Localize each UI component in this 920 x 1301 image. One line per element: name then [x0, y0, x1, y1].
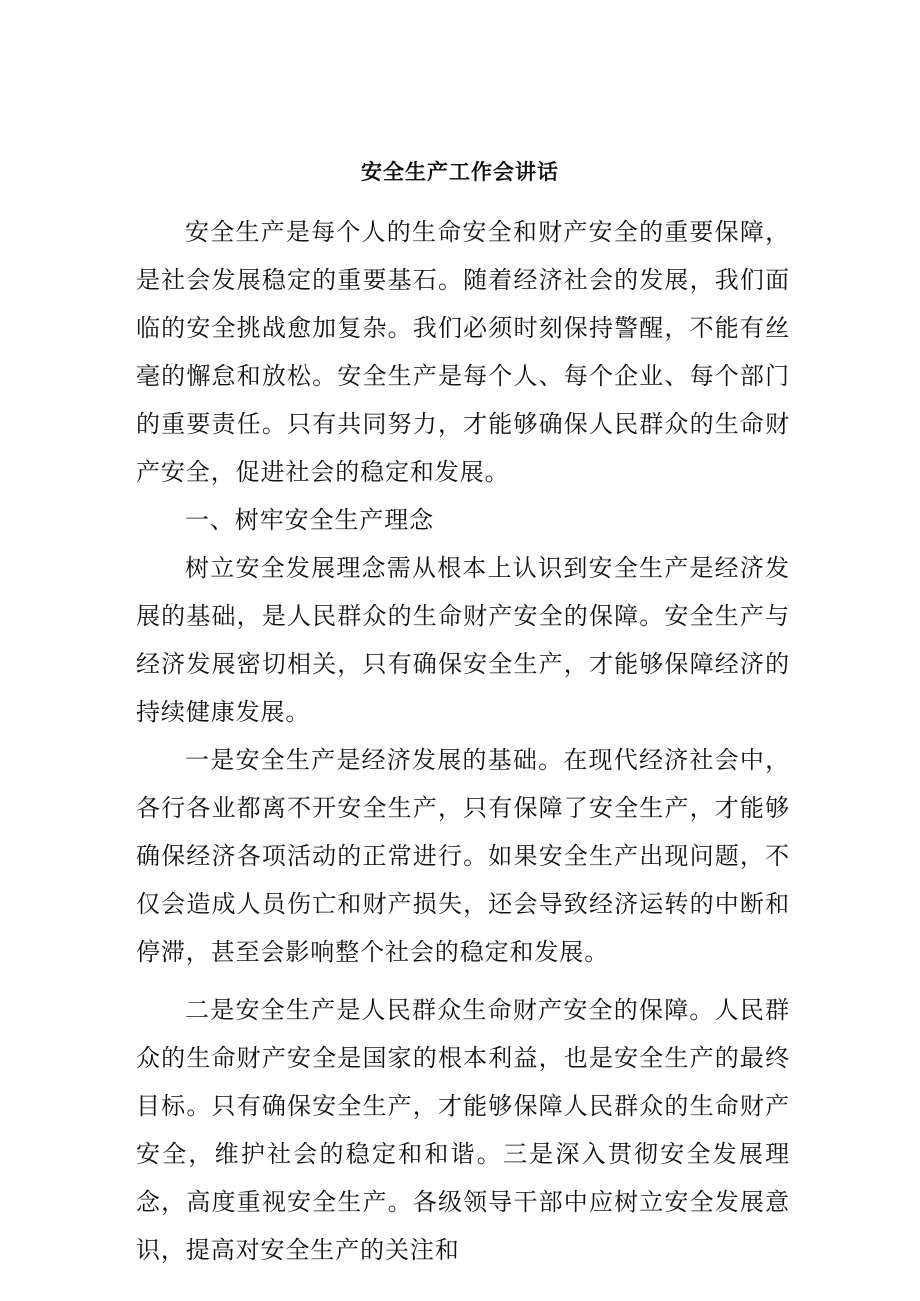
paragraph-point-one: 一是安全生产是经济发展的基础。在现代经济社会中，各行各业都离不开安全生产，只有保障了安全生产，才能够确保经济各项活动的正常进行。如果安全生产出现问题，不仅会造成人员伤亡和财产损失，还会导致经济运转的中断和停滞，甚至会影响整个社会的稳定和发展。	[136, 746, 790, 966]
paragraph-point-two: 二是安全生产是人民群众生命财产安全的保障。人民群众的生命财产安全是国家的根本利益，也是安全生产的最终目标。只有确保安全生产，才能够保障人民群众的生命财产安全，维护社会的稳定和和谐。三是深入贯彻安全发展理念，高度重视安全生产。各级领导干部中应树立安全发展意识，提高对安全生产的关注和	[136, 996, 790, 1264]
document-title: 安全生产工作会讲话	[361, 159, 559, 184]
section-heading: 一、树牢安全生产理念	[185, 506, 434, 534]
paragraph-intro: 安全生产是每个人的生命安全和财产安全的重要保障，是社会发展稳定的重要基石。随着经济社会的发展，我们面临的安全挑战愈加复杂。我们必须时刻保持警醒，不能有丝毫的懈怠和放松。安全生产是每个人、每个企业、每个部门的重要责任。只有共同努力，才能够确保人民群众的生命财产安全，促进社会的稳定和发展。	[136, 218, 790, 486]
paragraph-concept: 树立安全发展理念需从根本上认识到安全生产是经济发展的基础，是人民群众的生命财产安全的保障。安全生产与经济发展密切相关，只有确保安全生产，才能够保障经济的持续健康发展。	[136, 554, 790, 726]
document-body	[136, 208, 790, 1274]
